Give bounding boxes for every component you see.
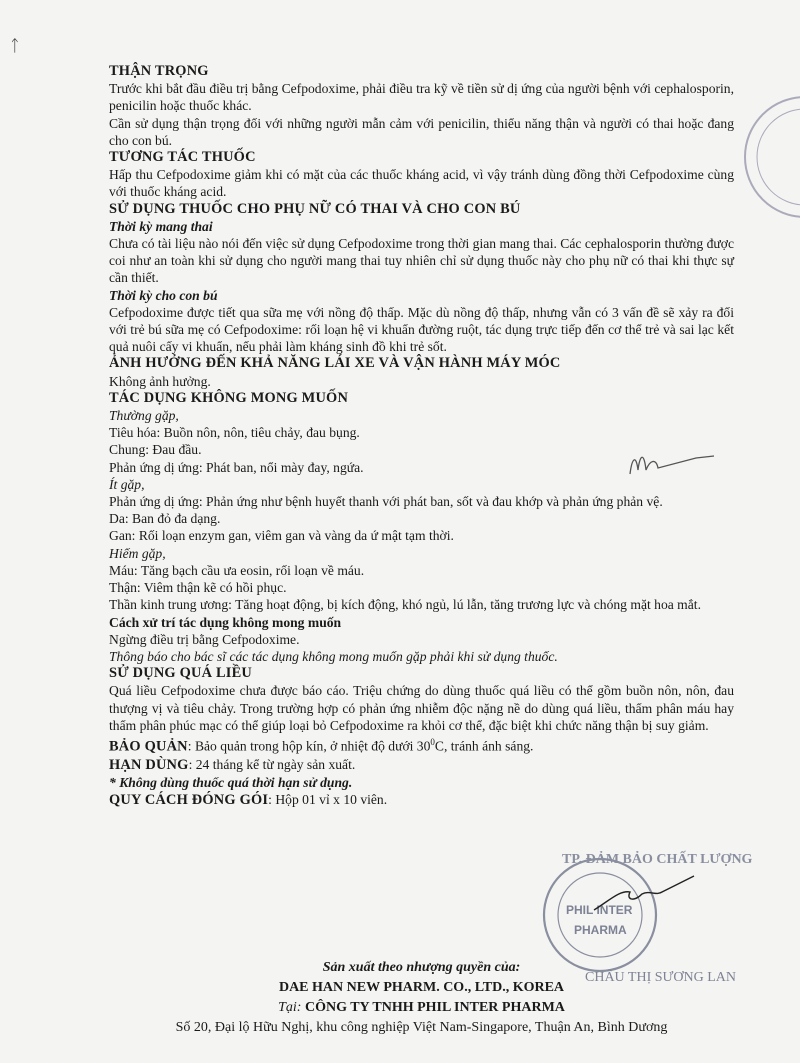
- interactions-heading: TƯƠNG TÁC THUỐC: [109, 149, 256, 166]
- precautions-heading: THẬN TRỌNG: [109, 63, 209, 79]
- qa-stamp-title: TP. ĐẢM BẢO CHẤT LƯỢNG: [562, 852, 753, 867]
- pregnancy-subheading: Thời kỳ mang thai: [109, 218, 213, 234]
- adverse-notice: Thông báo cho bác sĩ các tác dụng không mong muốn gặp phải khi sử dụng thuốc.: [109, 648, 558, 664]
- packaging-text: Hộp 01 vỉ x 10 viên.: [275, 792, 388, 808]
- adverse-rare-item: Thần kinh trung ương: Tăng hoạt động, bị kích động, khó ngủ, lú lẫn, tăng trương lực và chóng mặt hoa mắt.: [109, 597, 701, 613]
- partial-seal-edge: [730, 92, 800, 222]
- adverse-rare-title: Hiếm gặp,: [109, 545, 166, 561]
- interactions-text: Hấp thu Cefpodoxime giảm khi có mặt của các thuốc kháng acid, vì vậy tránh dùng đồng thời Cefpodoxime cùng với thuốc kháng acid.: [109, 167, 734, 200]
- adverse-uncommon-title: Ít gặp,: [109, 476, 145, 492]
- expiry-label: HẠN DÙNG: [109, 756, 189, 773]
- expiry-line: HẠN DÙNG: 24 tháng kể từ ngày sản xuất.: [109, 756, 356, 773]
- seal-name-line-2: PHARMA: [574, 923, 627, 937]
- driving-heading: ẢNH HƯỞNG ĐẾN KHẢ NĂNG LÁI XE VÀ VẬN HÀNH MÁY MÓC: [109, 355, 561, 372]
- packaging-label: QUY CÁCH ĐÓNG GÓI: [109, 792, 269, 809]
- leaflet-body: [109, 63, 734, 809]
- driving-text: Không ảnh hưởng.: [109, 373, 211, 389]
- adverse-rare-item: Thận: Viêm thận kẽ có hồi phục.: [109, 580, 287, 596]
- adverse-uncommon-item: Phản ứng dị ứng: Phản ứng như bệnh huyết thanh với phát ban, sốt và đau khớp và phản ứng phản vệ.: [109, 494, 663, 510]
- adverse-common-item: Chung: Đau đầu.: [109, 442, 202, 458]
- manufacturer-address: Số 20, Đại lộ Hữu Nghị, khu công nghiệp Việt Nam-Singapore, Thuận An, Bình Dương: [175, 1020, 668, 1035]
- precautions-para-1: Trước khi bắt đầu điều trị bằng Cefpodoxime, phải điều tra kỹ về tiền sử dị ứng của người bệnh với cephalosporin, penicilin hoặc thuốc khác.: [109, 81, 734, 114]
- adverse-common-item: Tiêu hóa: Buồn nôn, nôn, tiêu chảy, đau bụng.: [109, 425, 360, 441]
- adverse-common-title: Thường gặp,: [109, 408, 179, 424]
- precautions-para-2: Cần sử dụng thận trọng đối với những người mẫn cảm với penicilin, thiểu năng thận và người có thai hoặc đang cho con bú.: [109, 115, 734, 148]
- storage-degree: 0: [430, 736, 435, 747]
- corner-mark: ᛏ: [10, 38, 20, 55]
- signer-name: CHÂU THỊ SƯƠNG LAN: [585, 970, 736, 985]
- pregnancy-text: Chưa có tài liệu nào nói đến việc sử dụng Cefpodoxime trong thời gian mang thai. Các cephalosporin thường được coi như an toàn khi sử dụng cho người mang thai tuy nhiên chỉ sử dụng thuốc này cho phụ nữ có thai khi thực sự cần thiết.: [109, 236, 734, 286]
- adverse-uncommon-item: Da: Ban đỏ đa dạng.: [109, 511, 221, 527]
- expiry-text: 24 tháng kể từ ngày sản xuất.: [195, 756, 356, 772]
- manufacturer-name: CÔNG TY TNHH PHIL INTER PHARMA: [304, 1000, 565, 1015]
- adverse-heading: TÁC DỤNG KHÔNG MONG MUỐN: [109, 389, 349, 406]
- overdose-text: Quá liều Cefpodoxime chưa được báo cáo. Triệu chứng do dùng thuốc quá liều có thể gồm buồn nôn, nôn, đau thượng vị và tiêu chảy. Trong trường hợp có phản ứng nhiễm độc nặng nề do dùng quá liều, thẩm phân máu hay thẩm phân phúc mạc có thể giúp loại bỏ Cefpodoxime ra khỏi cơ thể, đặc biệt khi chức năng thận bị suy giảm.: [109, 683, 734, 733]
- adverse-common-item: Phản ứng dị ứng: Phát ban, nổi mày đay, ngứa.: [109, 459, 364, 475]
- seal-name-line-1: PHIL INTER: [566, 903, 633, 917]
- storage-label: BẢO QUẢN: [109, 738, 188, 755]
- adverse-uncommon-item: Gan: Rối loạn enzym gan, viêm gan và vàng da ứ mật tạm thời.: [109, 528, 454, 544]
- adverse-rare-item: Máu: Tăng bạch cầu ưa eosin, rối loạn về máu.: [109, 562, 365, 578]
- pregnancy-heading: SỬ DỤNG THUỐC CHO PHỤ NỮ CÓ THAI VÀ CHO CON BÚ: [109, 200, 521, 217]
- expiry-warning: * Không dùng thuốc quá thời hạn sử dụng.: [109, 774, 353, 790]
- adverse-management-title: Cách xử trí tác dụng không mong muốn: [109, 614, 342, 630]
- lactation-subheading: Thời kỳ cho con bú: [109, 287, 218, 303]
- license-line: Sản xuất theo nhượng quyền của:: [322, 960, 521, 975]
- lactation-text: Cefpodoxime được tiết qua sữa mẹ với nồng độ thấp. Mặc dù nồng độ thấp, nhưng vẫn có 3 vấn đề sẽ xảy ra đối với trẻ bú sữa mẹ có Cefpodoxime: rối loạn hệ vi khuẩn đường ruột, tác dụng trực tiếp đến cơ thể trẻ và sai lạc kết quả nuôi cấy vi khuẩn, nếu phải làm kháng sinh đồ khi trẻ sốt.: [109, 304, 734, 355]
- packaging-line: QUY CÁCH ĐÓNG GÓI: Hộp 01 vỉ x 10 viên.: [109, 792, 388, 809]
- manufacturer-line: [109, 998, 734, 1018]
- storage-text-end: C, tránh ánh sáng.: [434, 738, 534, 754]
- adverse-management-text: Ngừng điều trị bằng Cefpodoxime.: [109, 631, 300, 647]
- seal-signature: [590, 870, 700, 920]
- signature-mark: [622, 440, 722, 490]
- storage-text: Bảo quản trong hộp kín, ở nhiệt độ dưới 30: [194, 738, 431, 754]
- storage-line: BẢO QUẢN: Bảo quản trong hộp kín, ở nhiệt độ dưới $30^0C$, tránh ánh sáng.: [109, 736, 534, 755]
- overdose-heading: SỬ DỤNG QUÁ LIỀU: [109, 665, 252, 682]
- at-label: Tại:: [278, 1000, 302, 1015]
- licensor-name: DAE HAN NEW PHARM. CO., LTD., KOREA: [278, 980, 565, 995]
